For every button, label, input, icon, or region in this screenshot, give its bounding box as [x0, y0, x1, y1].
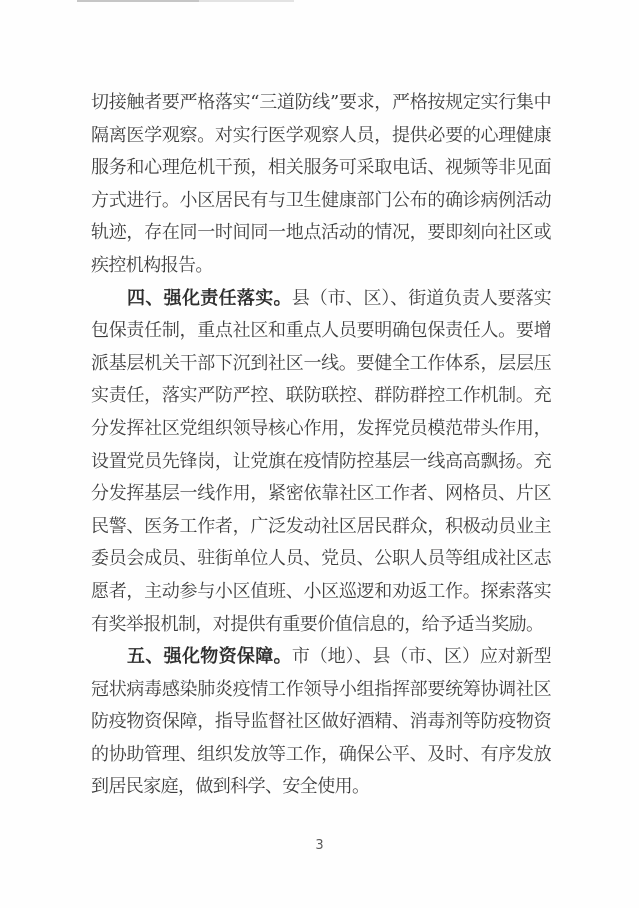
- paragraph-continuation: [91, 87, 551, 283]
- scan-artifact: [77, 0, 199, 2]
- section-5-heading: 五、强化物资保障。: [127, 646, 292, 668]
- document-body: [91, 87, 551, 804]
- paragraph-text: 市（地）、县（市、区）应对新型冠状病毒感染肺炎疫情工作领导小组指挥部要统筹协调社区防疫物资保障，指导监督社区做好酒精、消毒剂等防疫物资的协助管理、组织发放等工作，确保公平、及时、有序发放到居民家庭，做到科学、安全使用。: [91, 646, 552, 798]
- paragraph-text: 切接触者要严格落实“三道防线”要求，严格按规定实行集中隔离医学观察。对实行医学观察人员，提供必要的心理健康服务和心理危机干预，相关服务可采取电话、视频等非见面方式进行。小区居民有与卫生健康部门公布的确诊病例活动轨迹，存在同一时间同一地点活动的情况，要即刻向社区或疾控机构报告。: [91, 92, 551, 276]
- paragraph-text: 县（市、区）、街道负责人要落实包保责任制，重点社区和重点人员要明确包保责任人。要增派基层机关干部下沉到社区一线。要健全工作体系，层层压实责任，落实严防严控、联防联控、群防群控工作机制。充分发挥社区党组织领导核心作用，发挥党员模范带头作用，设置党员先锋岗，让党旗在疫情防控基层一线高高飘扬。充分发挥基层一线作用，紧密依靠社区工作者、网格员、片区民警、医务工作者，广泛发动社区居民群众，积极动员业主委员会成员、驻街单位人员、党员、公职人员等组成社区志愿者，主动参与小区值班、小区巡逻和劝返工作。探索落实有奖举报机制，对提供有重要价值信息的，给予适当奖励。: [91, 287, 552, 635]
- paragraph-section-5: [91, 641, 551, 804]
- page-number: 3: [315, 838, 324, 853]
- section-4-heading: 四、强化责任落实。: [127, 287, 292, 309]
- scan-artifact-light: [199, 0, 294, 2]
- paragraph-section-4: [91, 283, 551, 642]
